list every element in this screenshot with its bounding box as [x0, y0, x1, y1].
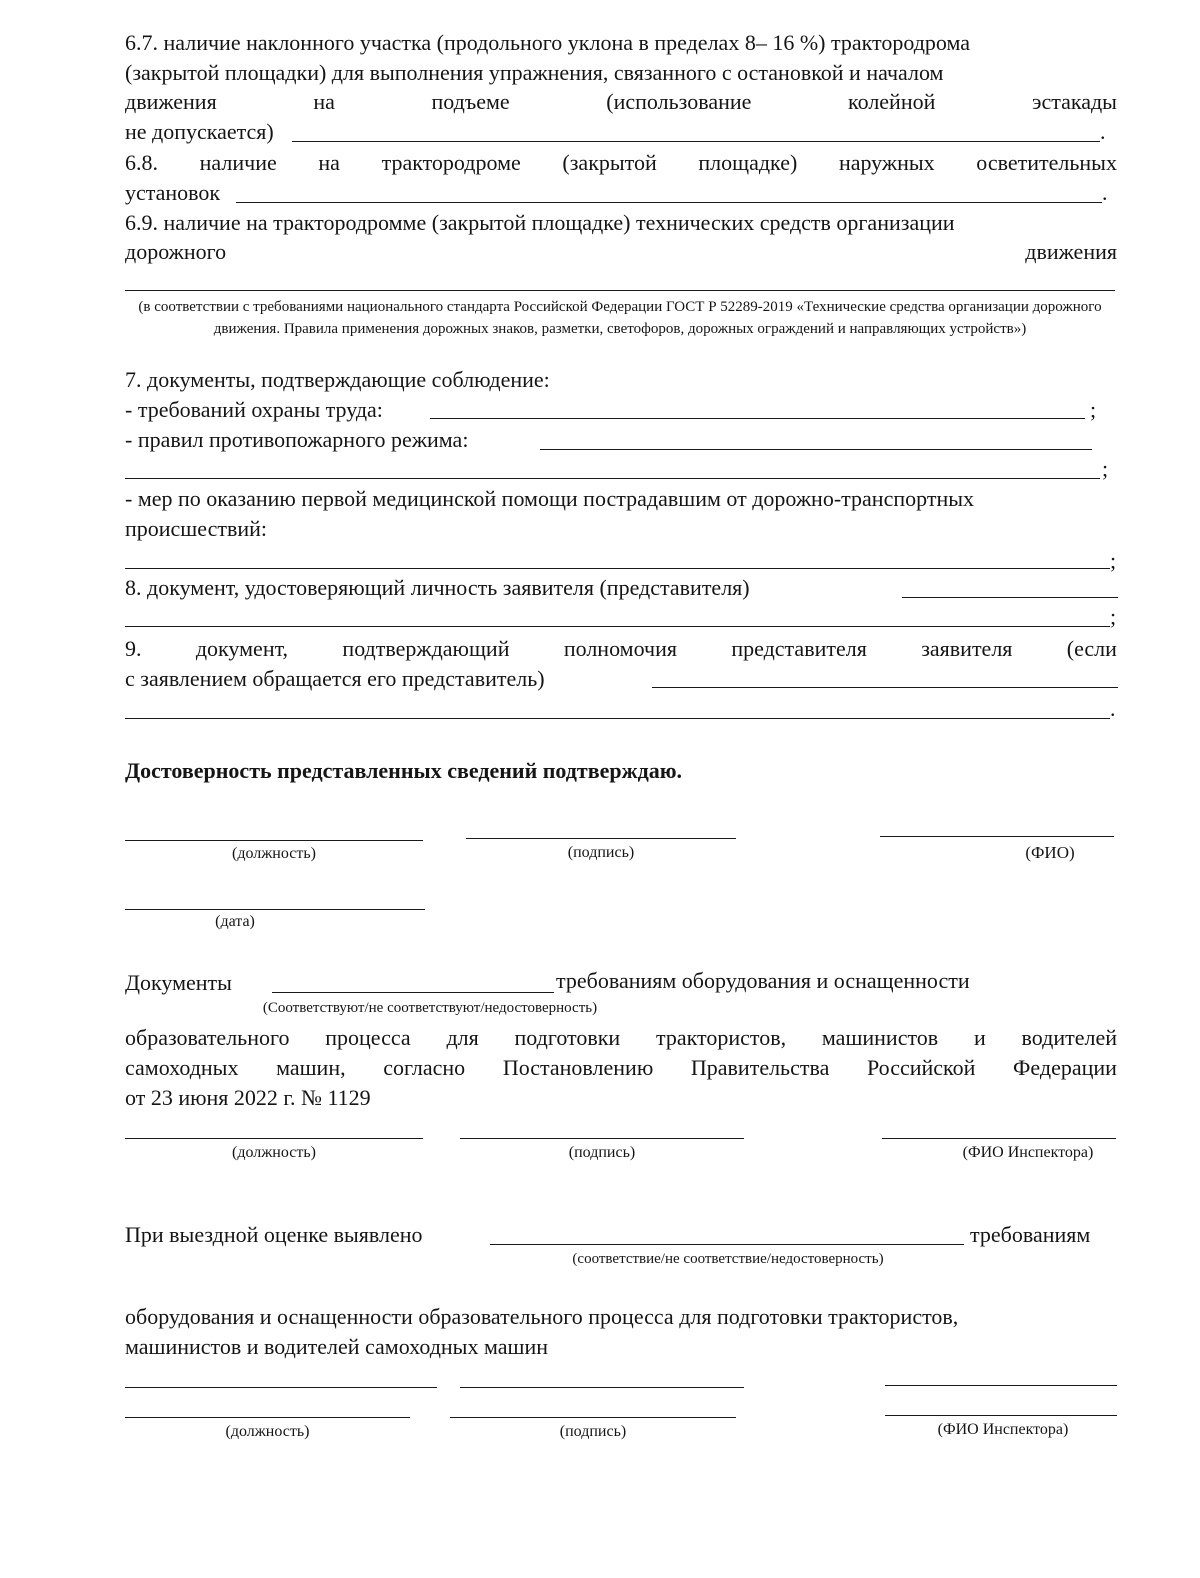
item-9-line-2: с заявлением обращается его представитель) [125, 666, 545, 691]
documents-requirements-text: требованиям оборудования и оснащенности [556, 968, 970, 993]
semicolon: ; [1102, 456, 1109, 481]
item-6-7-line-3: движения на подъеме (использование колейной эстакады [125, 89, 1117, 114]
medical-fill-line[interactable] [125, 568, 1110, 569]
date-caption: (дата) [215, 913, 255, 930]
identity-fill-line-1[interactable] [902, 597, 1118, 598]
field-evaluation-result-line[interactable] [490, 1244, 964, 1245]
field-evaluation-intro: При выездной оценке выявлено [125, 1222, 423, 1247]
item-7-medical-line-2: происшествий: [125, 516, 267, 541]
period: . [1110, 696, 1116, 721]
inspector-fio-line[interactable] [882, 1138, 1116, 1139]
period: . [1100, 119, 1106, 144]
fio-inspector-caption: (ФИО Инспектора) [962, 1144, 1094, 1161]
item-7-medical-line-1: - мер по оказанию первой медицинской помощи пострадавшим от дорожно-транспортных [125, 486, 974, 511]
signature-caption: (подпись) [567, 844, 635, 861]
inspector-signature-line[interactable] [460, 1138, 744, 1139]
fire-fill-line-2[interactable] [125, 478, 1100, 479]
documents-line-3: самоходных машин, согласно Постановлению Правительства Российской Федерации [125, 1055, 1117, 1080]
documents-line-2: образовательного процесса для подготовки трактористов, машинистов и водителей [125, 1025, 1117, 1050]
item-6-9-note: (в соответствии с требованиями национального стандарта Российской Федерации ГОСТ Р 52289-2019 «Технические средства организации дорожного движения. Правила применения дорожных знаков, разметки, светофоров, дорожных ограждений и направляющих устройств») [138, 299, 1102, 337]
labor-fill-line[interactable] [430, 418, 1085, 419]
item-6-8-line-2: установок [125, 180, 221, 205]
inspector2-position-line-1[interactable] [125, 1387, 437, 1388]
field-evaluation-tail: требованиям [970, 1222, 1091, 1247]
identity-fill-line-2[interactable] [125, 626, 1110, 627]
documents-conformity-line[interactable] [272, 992, 554, 993]
item-6-8-fill-line[interactable] [236, 202, 1102, 203]
item-6-9-fill-line[interactable] [125, 290, 1115, 291]
conformity-options-caption: (Соответствуют/не соответствуют/недостоверность) [262, 1000, 598, 1016]
item-6-9-line-1: 6.9. наличие на трактородромме (закрытой площадке) технических средств организации [125, 210, 955, 235]
date-line[interactable] [125, 909, 425, 910]
item-9-line-1: 9. документ, подтверждающий полномочия представителя заявителя (если [125, 636, 1117, 661]
inspector2-signature-line-1[interactable] [460, 1387, 744, 1388]
applicant-signature-line[interactable] [466, 838, 736, 839]
period: . [1102, 180, 1108, 205]
documents-line-4: от 23 июня 2022 г. № 1129 [125, 1085, 371, 1110]
signature-caption: (подпись) [559, 1423, 627, 1440]
fio-caption: (ФИО) [1025, 843, 1075, 862]
authority-fill-line-2[interactable] [125, 718, 1110, 719]
applicant-fio-line[interactable] [880, 836, 1114, 837]
documents-word: Документы [125, 970, 232, 995]
item-7-title: 7. документы, подтверждающие соблюдение: [125, 367, 550, 392]
item-6-7-line-4: не допускается) [125, 119, 274, 144]
item-7-labor-label: - требований охраны труда: [125, 397, 383, 422]
item-6-9-line-2: дорожного движения [125, 239, 1117, 264]
inspector2-fio-line-2[interactable] [885, 1415, 1117, 1416]
confirmation-heading: Достоверность представленных сведений подтверждаю. [125, 758, 683, 783]
position-caption: (должность) [232, 1144, 316, 1161]
semicolon: ; [1090, 397, 1097, 422]
item-6-7-fill-line[interactable] [292, 141, 1100, 142]
item-6-8-line-1: 6.8. наличие на трактородроме (закрытой площадке) наружных осветительных [125, 150, 1117, 175]
inspector2-signature-line-2[interactable] [450, 1417, 736, 1418]
inspector-position-line[interactable] [125, 1138, 423, 1139]
item-7-fire-label: - правил противопожарного режима: [125, 427, 469, 452]
field-evaluation-line-3: машинистов и водителей самоходных машин [125, 1334, 548, 1359]
fio-inspector-caption: (ФИО Инспектора) [937, 1421, 1069, 1438]
position-caption: (должность) [225, 1423, 310, 1440]
semicolon: ; [1110, 604, 1117, 629]
authority-fill-line-1[interactable] [652, 687, 1118, 688]
item-6-7-line-1: 6.7. наличие наклонного участка (продольного уклона в пределах 8– 16 %) трактородрома [125, 30, 971, 55]
position-caption: (должность) [232, 845, 316, 862]
item-8-label: 8. документ, удостоверяющий личность заявителя (представителя) [125, 575, 750, 600]
signature-caption: (подпись) [568, 1144, 636, 1161]
inspector2-fio-line-1[interactable] [885, 1385, 1117, 1386]
field-evaluation-line-2: оборудования и оснащенности образовательного процесса для подготовки трактористов, [125, 1304, 959, 1329]
item-6-7-line-2: (закрытой площадки) для выполнения упражнения, связанного с остановкой и началом [125, 60, 944, 85]
semicolon: ; [1110, 548, 1117, 573]
inspector2-position-line-2[interactable] [125, 1417, 410, 1418]
applicant-position-line[interactable] [125, 840, 423, 841]
conformity-options-caption-2: (соответствие/не соответствие/недостоверность) [572, 1251, 884, 1267]
fire-fill-line-1[interactable] [540, 449, 1092, 450]
